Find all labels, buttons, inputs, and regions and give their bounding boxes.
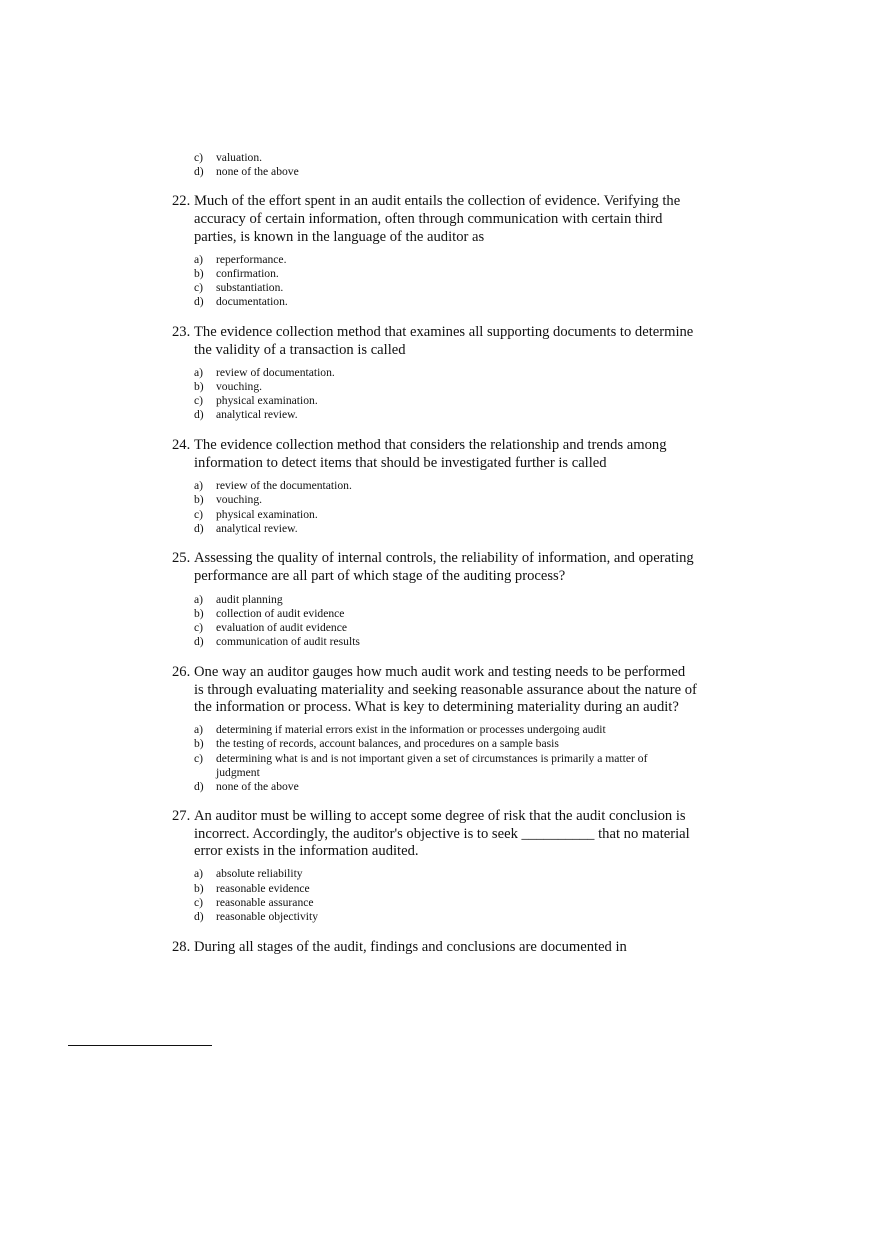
option-letter: d) (194, 165, 204, 178)
option-letter: b) (194, 737, 204, 750)
option-text: the testing of records, account balances, and procedures on a sample basis (216, 737, 559, 750)
question-line: The evidence collection method that considers the relationship and trends among (194, 437, 667, 453)
option-letter: a) (194, 253, 204, 266)
option-letter: c) (194, 151, 204, 164)
question-line: incorrect. Accordingly, the auditor's objective is to seek __________ that no material (194, 826, 690, 842)
option-text: absolute reliability (216, 867, 303, 880)
option-letter: d) (194, 522, 204, 535)
option-text: reasonable evidence (216, 882, 310, 895)
option-letter: c) (194, 281, 204, 294)
option-letter: a) (194, 867, 204, 880)
question-line: accuracy of certain information, often through communication with certain third (194, 211, 663, 227)
option-text: substantiation. (216, 281, 284, 294)
question-line: An auditor must be willing to accept some degree of risk that the audit conclusion is (194, 808, 686, 824)
question-number: 25. (172, 550, 191, 566)
option-text: vouching. (216, 380, 263, 393)
option-letter: b) (194, 267, 204, 280)
option-text: analytical review. (216, 408, 298, 421)
option-text: determining what is and is not important given a set of circumstances is primarily a matter of (216, 752, 648, 765)
question-number: 26. (172, 664, 191, 680)
option-text: reasonable assurance (216, 896, 314, 909)
question-line: The evidence collection method that examines all supporting documents to determine (194, 324, 694, 340)
question-line: is through evaluating materiality and seeking reasonable assurance about the nature of (194, 682, 697, 698)
option-text: physical examination. (216, 508, 318, 521)
option-text: communication of audit results (216, 635, 360, 648)
option-letter: c) (194, 508, 204, 521)
option-letter: b) (194, 493, 204, 506)
question-line: parties, is known in the language of the auditor as (194, 229, 485, 245)
option-letter: c) (194, 752, 204, 765)
question-number: 27. (172, 808, 191, 824)
option-letter: c) (194, 621, 204, 634)
question-line: error exists in the information audited. (194, 843, 419, 859)
option-letter: b) (194, 882, 204, 895)
question-number: 24. (172, 437, 191, 453)
option-letter: a) (194, 593, 204, 606)
option-text: reperformance. (216, 253, 287, 266)
option-letter: a) (194, 479, 204, 492)
option-text: review of documentation. (216, 366, 335, 379)
question-number: 23. (172, 324, 191, 340)
option-text: collection of audit evidence (216, 607, 345, 620)
option-text: judgment (216, 766, 260, 779)
option-text: physical examination. (216, 394, 318, 407)
option-text: documentation. (216, 295, 288, 308)
question-line: Assessing the quality of internal controls, the reliability of information, and operating (194, 550, 694, 566)
question-line: performance are all part of which stage of the auditing process? (194, 568, 566, 584)
option-letter: d) (194, 408, 204, 421)
question-line: During all stages of the audit, findings and conclusions are documented in (194, 939, 627, 955)
option-letter: d) (194, 635, 204, 648)
option-text: analytical review. (216, 522, 298, 535)
option-letter: d) (194, 910, 204, 923)
question-line: information to detect items that should be investigated further is called (194, 455, 607, 471)
option-letter: b) (194, 607, 204, 620)
option-text: none of the above (216, 165, 299, 178)
option-letter: a) (194, 366, 204, 379)
question-number: 28. (172, 939, 191, 955)
question-line: Much of the effort spent in an audit entails the collection of evidence. Verifying the (194, 193, 681, 209)
question-number: 22. (172, 193, 191, 209)
footnote-separator (68, 1045, 212, 1046)
question-line: the information or process. What is key to determining materiality during an audit? (194, 699, 679, 715)
option-letter: a) (194, 723, 204, 736)
option-text: none of the above (216, 780, 299, 793)
option-letter: c) (194, 896, 204, 909)
option-text: evaluation of audit evidence (216, 621, 348, 634)
question-line: One way an auditor gauges how much audit work and testing needs to be performed (194, 664, 686, 680)
option-text: reasonable objectivity (216, 910, 319, 923)
option-letter: c) (194, 394, 204, 407)
question-line: the validity of a transaction is called (194, 342, 406, 358)
option-text: vouching. (216, 493, 263, 506)
option-letter: d) (194, 295, 204, 308)
option-letter: b) (194, 380, 204, 393)
option-text: review of the documentation. (216, 479, 352, 492)
option-letter: d) (194, 780, 204, 793)
option-text: valuation. (216, 151, 263, 164)
option-text: determining if material errors exist in the information or processes undergoing audit (216, 723, 606, 736)
option-text: audit planning (216, 593, 283, 606)
option-text: confirmation. (216, 267, 279, 280)
